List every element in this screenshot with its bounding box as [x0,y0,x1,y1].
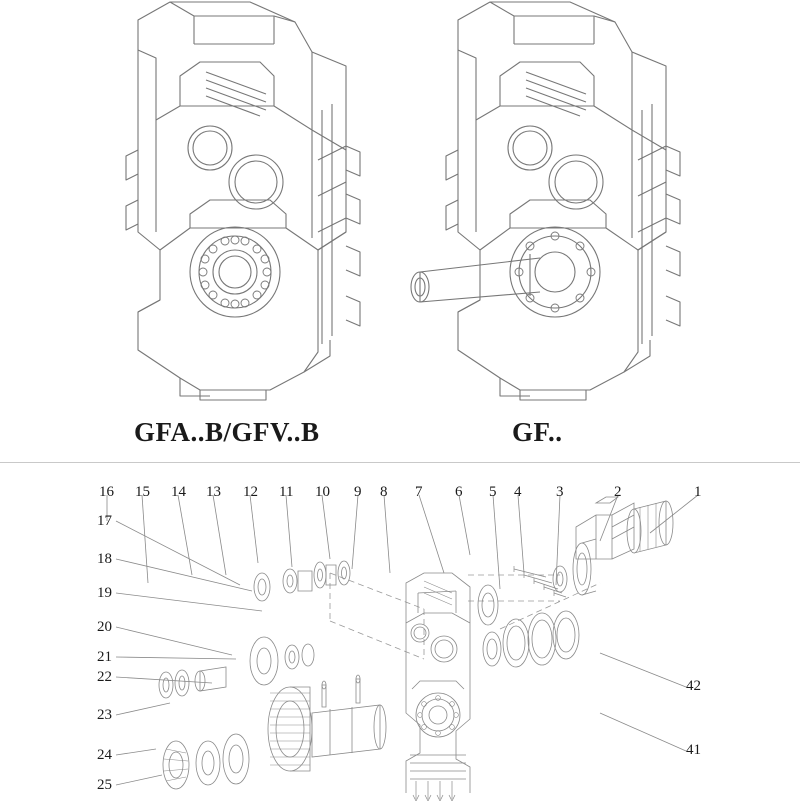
callout-15: 15 [135,484,150,500]
callout-8: 8 [380,484,388,500]
callout-7: 7 [415,484,423,500]
callout-41: 41 [686,742,701,758]
callout-6: 6 [455,484,463,500]
exploded-diagram-drawing [0,463,800,801]
callout-42: 42 [686,678,701,694]
callout-14: 14 [171,484,186,500]
callout-16: 16 [99,484,114,500]
callout-22: 22 [97,669,112,685]
callout-1: 1 [694,484,702,500]
callout-18: 18 [97,551,112,567]
callout-5: 5 [489,484,497,500]
callout-12: 12 [243,484,258,500]
callout-2: 2 [614,484,622,500]
caption-right: GF.. [512,417,563,447]
callout-13: 13 [206,484,221,500]
caption-left: GFA..B/GFV..B [134,417,320,447]
callout-17: 17 [97,513,112,529]
callout-23: 23 [97,707,112,723]
callout-4: 4 [514,484,522,500]
callout-19: 19 [97,585,112,601]
callout-25: 25 [97,777,112,793]
callout-20: 20 [97,619,112,635]
callout-9: 9 [354,484,362,500]
exploded-parts-diagram [0,462,800,801]
callout-11: 11 [279,484,294,500]
gear-unit-view-right [380,0,780,410]
callout-21: 21 [97,649,112,665]
callout-24: 24 [97,747,112,763]
callout-10: 10 [315,484,330,500]
callout-3: 3 [556,484,564,500]
